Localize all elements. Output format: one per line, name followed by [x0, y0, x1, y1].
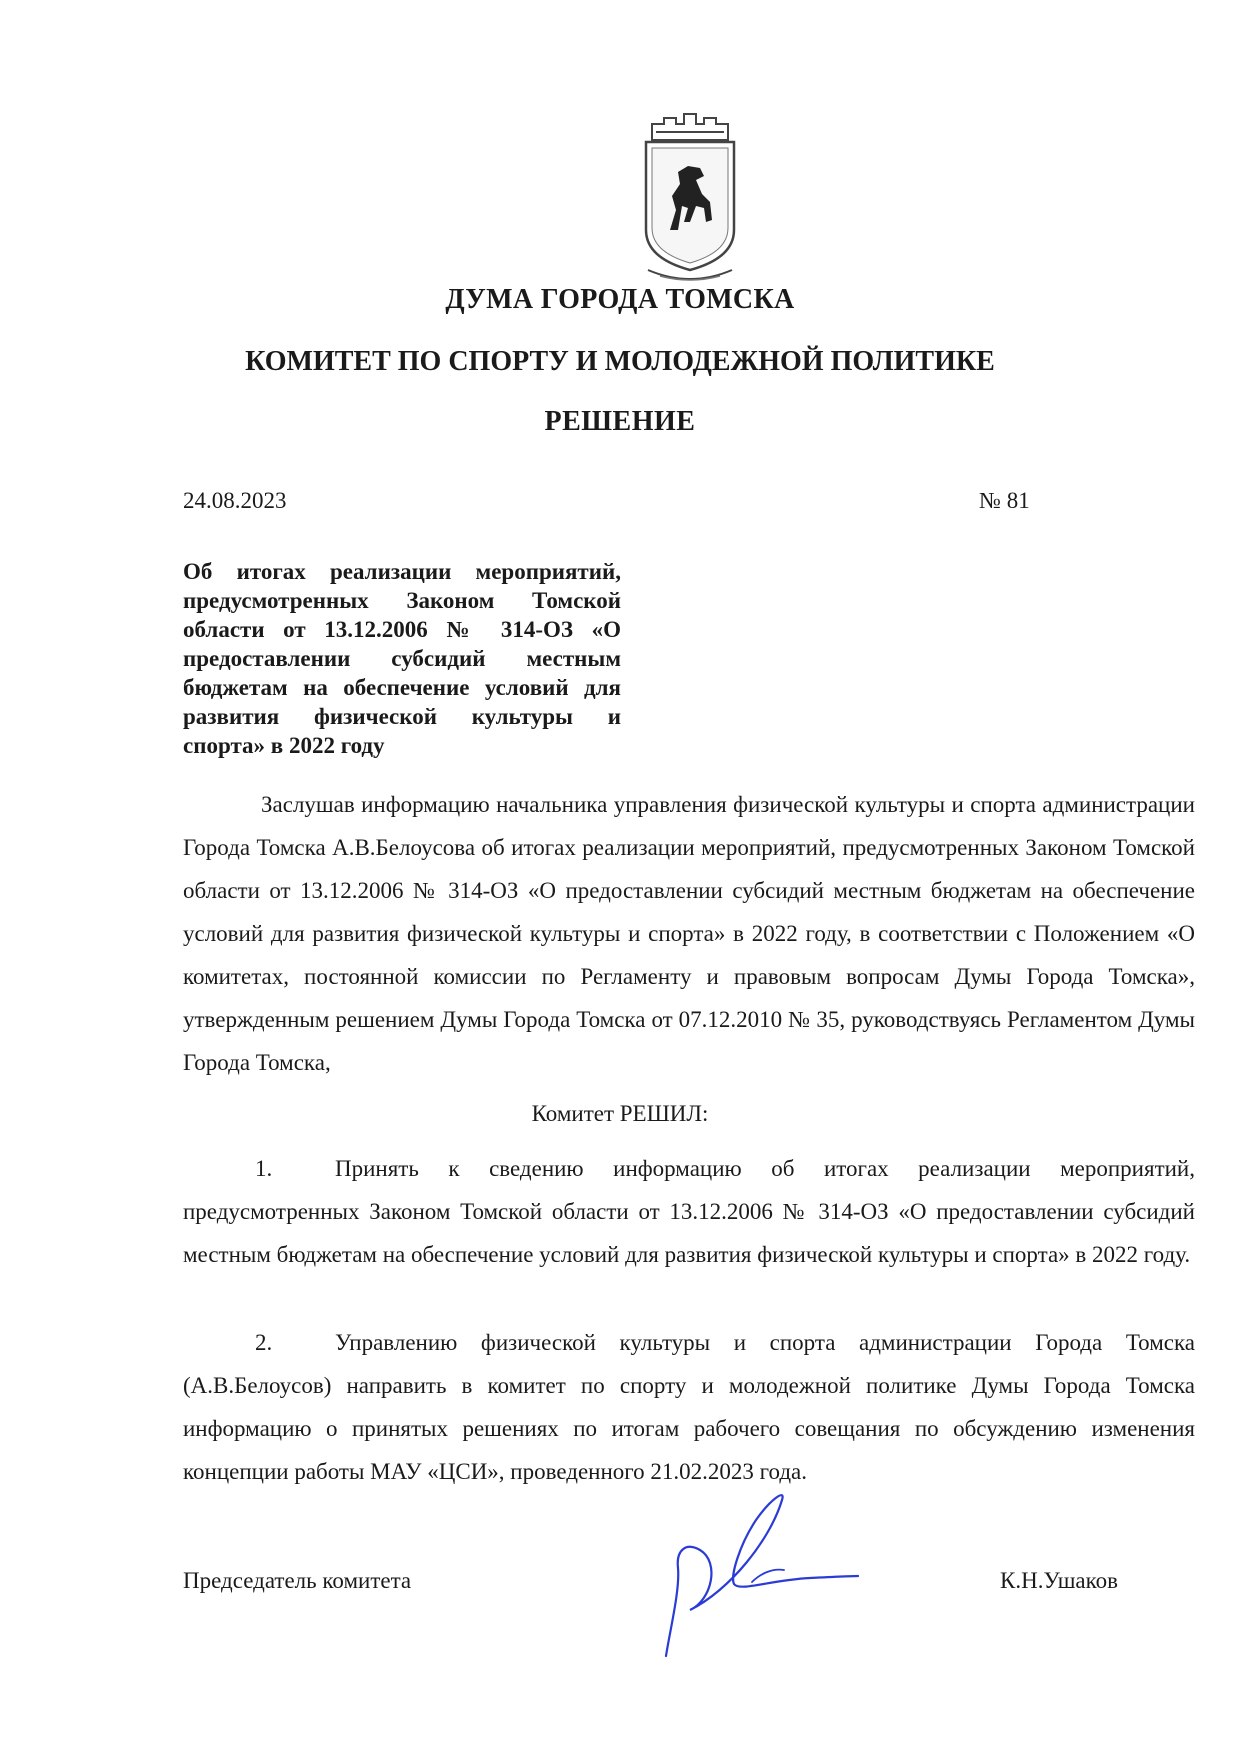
document-type: РЕШЕНИЕ [544, 406, 696, 437]
signatory-role: Председатель комитета [183, 1568, 412, 1593]
resolution-item [183, 1321, 1195, 1493]
item-number: 1. [255, 1156, 273, 1181]
signatory-name: К.Н.Ушаков [1000, 1568, 1118, 1593]
preamble-paragraph: Заслушав информацию начальника управления физической культуры и спорта администрации Города Томска А.В.Белоусова об итогах реализации мероприятий, предусмотренных Законом Томской области от 13.12.2006 № 314-ОЗ «О предоставлении субсидий местным бюджетам на обеспечение условий для развития физической культуры и спорта» в 2022 году, в соответствии с Положением «О комитетах, постоянной комиссии по Регламенту и правовым вопросам Думы Города Томска», утвержденным решением Думы Города Томска от 07.12.2010 № 35, руководствуясь Регламентом Думы Города Томска, [183, 792, 1195, 1075]
document-number: № 81 [979, 488, 1030, 513]
resolution-item [183, 1147, 1195, 1276]
item-text: Принять к сведению информацию об итогах реализации мероприятий, предусмотренных Законом Томской области от 13.12.2006 № 314-ОЗ «О предоставлении субсидий местным бюджетам на обеспечение условий для развития физической культуры и спорта» в 2022 году. [183, 1156, 1195, 1267]
coat-of-arms-icon [630, 110, 750, 286]
item-number: 2. [255, 1330, 273, 1355]
signature-icon [660, 1480, 870, 1660]
document-subject: Об итогах реализации мероприятий, предусмотренных Законом Томской области от 13.12.2006 № 314-ОЗ «О предоставлении субсидий местным бюджетам на обеспечение условий для развития физической культуры и спорта» в 2022 году [183, 559, 621, 758]
org-title: ДУМА ГОРОДА ТОМСКА [445, 284, 795, 315]
committee-title: КОМИТЕТ ПО СПОРТУ И МОЛОДЕЖНОЙ ПОЛИТИКЕ [245, 346, 995, 377]
item-text: Управлению физической культуры и спорта администрации Города Томска (А.В.Белоусов) направить в комитет по спорту и молодежной политике Думы Города Томска информацию о принятых решениях по итогам рабочего совещания по обсуждению изменения концепции работы МАУ «ЦСИ», проведенного 21.02.2023 года. [183, 1330, 1195, 1484]
resolution-heading: Комитет РЕШИЛ: [531, 1101, 709, 1126]
document-date: 24.08.2023 [183, 488, 287, 513]
